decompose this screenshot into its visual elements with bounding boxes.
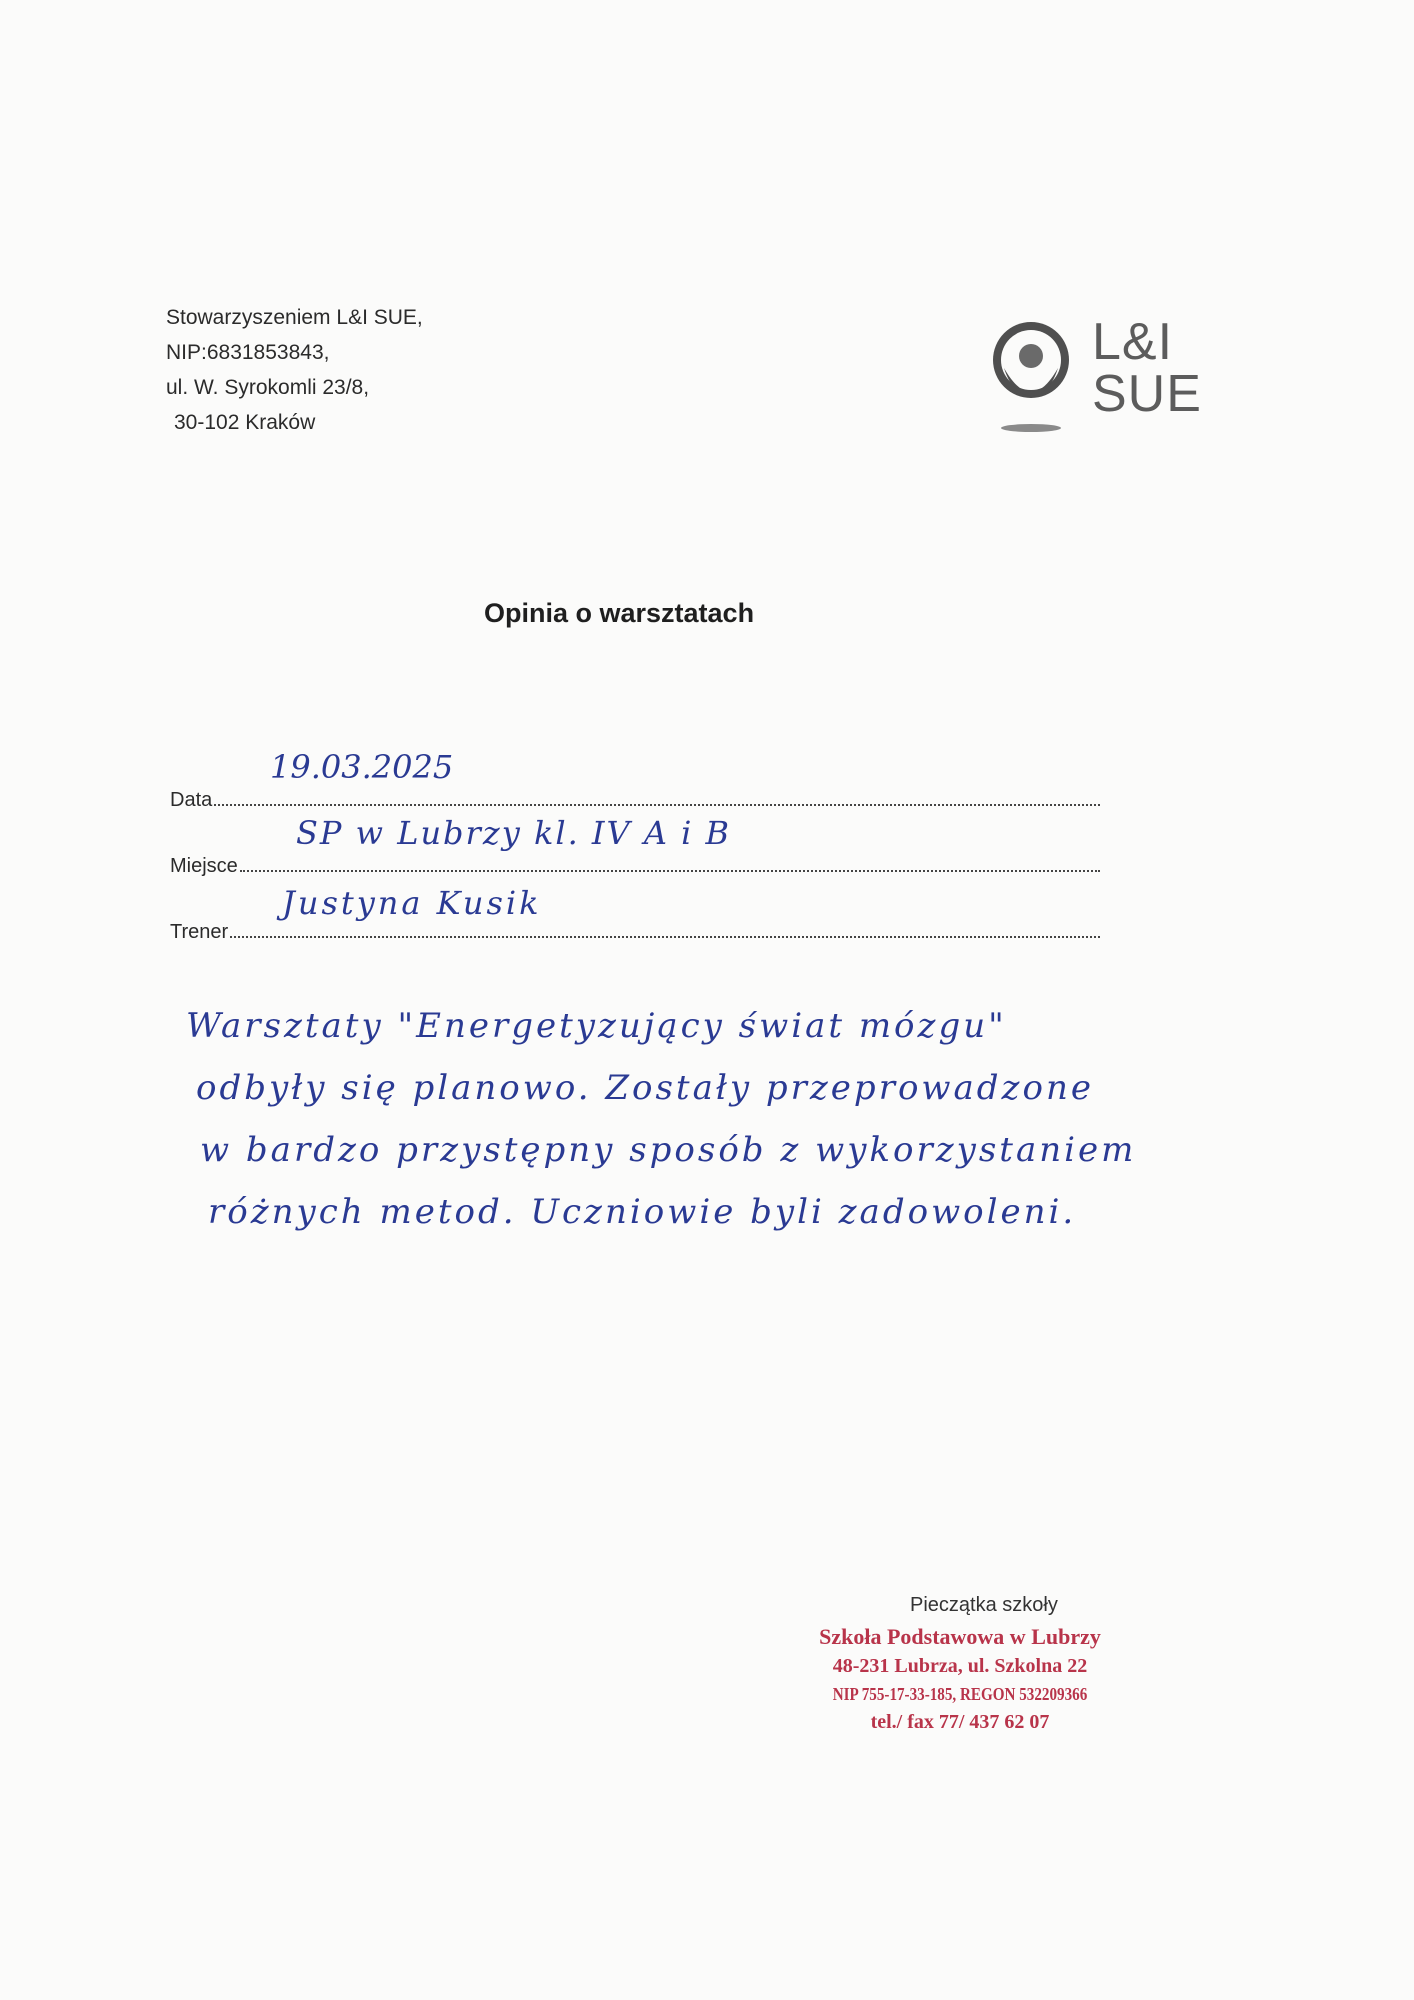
- stamp-school-name: Szkoła Podstawowa w Lubrzy: [819, 1624, 1101, 1649]
- place-dotted-line: [240, 870, 1100, 872]
- date-label: Data: [170, 789, 213, 811]
- opinion-line-1: Warsztaty "Energetyzujący świat mózgu": [186, 1006, 1007, 1046]
- sender-nip: NIP:6831853843,: [166, 341, 330, 364]
- stamp-label: Pieczątka szkoły: [910, 1594, 1058, 1616]
- date-dotted-line: [214, 804, 1100, 806]
- opinion-line-3: w bardzo przystępny sposób z wykorzystaniem: [200, 1130, 1137, 1170]
- place-handwritten-value: SP w Lubrzy kl. IV A i B: [296, 814, 732, 852]
- logo-wordmark: [1092, 313, 1202, 423]
- place-label: Miejsce: [170, 855, 238, 877]
- stamp-phone: tel./ fax 77/ 437 62 07: [870, 1711, 1050, 1733]
- opinion-line-2: odbyły się planowo. Zostały przeprowadzone: [196, 1068, 1094, 1108]
- logo-line-1: L&I: [1092, 313, 1174, 371]
- organization-logo: [990, 313, 1202, 436]
- trainer-dotted-line: [230, 936, 1100, 938]
- sender-city: 30-102 Kraków: [174, 411, 316, 434]
- school-stamp: [790, 1622, 1130, 1736]
- opinion-line-4: różnych metod. Uczniowie byli zadowoleni.: [208, 1192, 1077, 1232]
- sender-address: [166, 300, 423, 440]
- opinion-handwritten-text: [186, 1006, 1366, 1254]
- trainer-handwritten-value: Justyna Kusik: [282, 884, 542, 922]
- page-title: Opinia o warsztatach: [484, 598, 755, 628]
- person-circle-logo-icon: [990, 316, 1072, 434]
- logo-line-2: SUE: [1092, 365, 1202, 423]
- date-handwritten-value: 19.03.2025: [270, 748, 454, 786]
- sender-name: Stowarzyszeniem L&I SUE,: [166, 306, 423, 329]
- stamp-address: 48-231 Lubrza, ul. Szkolna 22: [832, 1655, 1088, 1677]
- trainer-label: Trener: [170, 921, 229, 943]
- stamp-nip-regon: NIP 755-17-33-185, REGON 532209366: [832, 1684, 1088, 1704]
- sender-street: ul. W. Syrokomli 23/8,: [166, 376, 370, 399]
